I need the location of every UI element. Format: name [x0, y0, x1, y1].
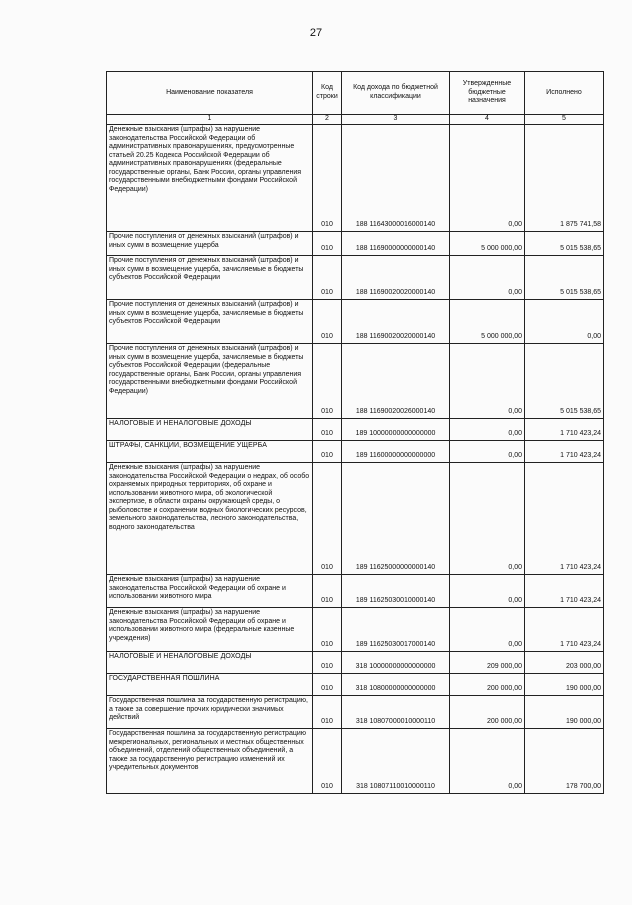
- row-executed: 1 710 423,24: [525, 463, 604, 575]
- row-name: НАЛОГОВЫЕ И НЕНАЛОГОВЫЕ ДОХОДЫ: [107, 652, 313, 674]
- row-budget-code: 188 11643000016000140: [342, 125, 450, 232]
- header-indicator-name: Наименование показателя: [107, 72, 313, 115]
- table-row: [107, 674, 604, 696]
- row-line-code: 010: [313, 300, 342, 344]
- header-approved: Утвержденные бюджетные назначения: [450, 72, 525, 115]
- row-name: Государственная пошлина за государственную регистрацию межрегиональных, региональных и местных общественных объединений, отделений общественных объединений, а также за государственную регистрацию изменений их учредительных документов: [107, 729, 313, 794]
- row-executed: 178 700,00: [525, 729, 604, 794]
- row-executed: 5 015 538,65: [525, 344, 604, 419]
- row-budget-code: 188 11690020020000140: [342, 256, 450, 300]
- column-number: 4: [450, 115, 525, 125]
- column-number: 3: [342, 115, 450, 125]
- row-approved: 0,00: [450, 441, 525, 463]
- table-row: [107, 696, 604, 729]
- row-executed: 203 000,00: [525, 652, 604, 674]
- row-line-code: 010: [313, 575, 342, 608]
- row-line-code: 010: [313, 419, 342, 441]
- row-executed: 190 000,00: [525, 696, 604, 729]
- table-header-row: [107, 72, 604, 115]
- header-budget-code: Код дохода по бюджетной классификации: [342, 72, 450, 115]
- row-budget-code: 188 11690020026000140: [342, 344, 450, 419]
- table-row: [107, 575, 604, 608]
- row-executed: 1 710 423,24: [525, 608, 604, 652]
- table-row: [107, 125, 604, 232]
- row-name: ГОСУДАРСТВЕННАЯ ПОШЛИНА: [107, 674, 313, 696]
- row-budget-code: 189 11625000000000140: [342, 463, 450, 575]
- table-row: [107, 441, 604, 463]
- row-approved: 5 000 000,00: [450, 300, 525, 344]
- row-executed: 5 015 538,65: [525, 232, 604, 256]
- row-executed: 1 875 741,58: [525, 125, 604, 232]
- row-approved: 209 000,00: [450, 652, 525, 674]
- row-budget-code: 318 10807110010000110: [342, 729, 450, 794]
- row-budget-code: 189 11625030017000140: [342, 608, 450, 652]
- row-budget-code: 188 11690000000000140: [342, 232, 450, 256]
- table-row: [107, 729, 604, 794]
- table-row: [107, 652, 604, 674]
- table-row: [107, 300, 604, 344]
- row-budget-code: 189 11625030010000140: [342, 575, 450, 608]
- row-budget-code: 318 10000000000000000: [342, 652, 450, 674]
- row-name: Государственная пошлина за государственную регистрацию, а также за совершение прочих юридически значимых действий: [107, 696, 313, 729]
- row-approved: 200 000,00: [450, 696, 525, 729]
- row-approved: 0,00: [450, 608, 525, 652]
- row-name: НАЛОГОВЫЕ И НЕНАЛОГОВЫЕ ДОХОДЫ: [107, 419, 313, 441]
- page-number: 27: [309, 27, 323, 39]
- table-row: [107, 344, 604, 419]
- row-name: Прочие поступления от денежных взысканий (штрафов) и иных сумм в возмещение ущерба: [107, 232, 313, 256]
- row-line-code: 010: [313, 463, 342, 575]
- row-approved: 5 000 000,00: [450, 232, 525, 256]
- row-name: Денежные взыскания (штрафы) за нарушение законодательства Российской Федерации об административных правонарушениях, предусмотренные статьей 20.25 Кодекса Российской Федерации об административных правонарушениях (федеральные государственные органы, Банк России, органы управления государственными внебюджетными фондами Российской Федерации): [107, 125, 313, 232]
- table-row: [107, 463, 604, 575]
- row-name: Прочие поступления от денежных взысканий (штрафов) и иных сумм в возмещение ущерба, зачисляемые в бюджеты субъектов Российской Федерации: [107, 256, 313, 300]
- row-name: Денежные взыскания (штрафы) за нарушение законодательства Российской Федерации об охране и использовании животного мира: [107, 575, 313, 608]
- row-approved: 0,00: [450, 125, 525, 232]
- table-row: [107, 256, 604, 300]
- row-approved: 0,00: [450, 729, 525, 794]
- row-budget-code: 189 10000000000000000: [342, 419, 450, 441]
- revenue-execution-table: [106, 71, 604, 794]
- row-approved: 0,00: [450, 463, 525, 575]
- column-number: 1: [107, 115, 313, 125]
- table-row: [107, 232, 604, 256]
- row-executed: 1 710 423,24: [525, 419, 604, 441]
- row-executed: 5 015 538,65: [525, 256, 604, 300]
- row-line-code: 010: [313, 608, 342, 652]
- row-approved: 200 000,00: [450, 674, 525, 696]
- row-budget-code: 318 10800000000000000: [342, 674, 450, 696]
- row-approved: 0,00: [450, 344, 525, 419]
- row-executed: 0,00: [525, 300, 604, 344]
- row-line-code: 010: [313, 125, 342, 232]
- header-line-code: Код строки: [313, 72, 342, 115]
- column-number: 2: [313, 115, 342, 125]
- row-budget-code: 318 10807000010000110: [342, 696, 450, 729]
- row-budget-code: 188 11690020020000140: [342, 300, 450, 344]
- row-line-code: 010: [313, 344, 342, 419]
- row-name: ШТРАФЫ, САНКЦИИ, ВОЗМЕЩЕНИЕ УЩЕРБА: [107, 441, 313, 463]
- row-line-code: 010: [313, 441, 342, 463]
- row-line-code: 010: [313, 232, 342, 256]
- table-row: [107, 608, 604, 652]
- row-name: Денежные взыскания (штрафы) за нарушение законодательства Российской Федерации об охране и использовании животного мира (федеральные казенные учреждения): [107, 608, 313, 652]
- row-budget-code: 189 11600000000000000: [342, 441, 450, 463]
- column-number-row: [107, 115, 604, 125]
- row-approved: 0,00: [450, 419, 525, 441]
- row-line-code: 010: [313, 256, 342, 300]
- column-number: 5: [525, 115, 604, 125]
- row-line-code: 010: [313, 652, 342, 674]
- row-name: Прочие поступления от денежных взысканий (штрафов) и иных сумм в возмещение ущерба, зачисляемые в бюджеты субъектов Российской Федерации: [107, 300, 313, 344]
- row-name: Денежные взыскания (штрафы) за нарушение законодательства Российской Федерации о недрах, об особо охраняемых природных территориях, об охране и использовании животного мира, об экологической экспертизе, в области охраны окружающей среды, о рыболовстве и сохранении водных биологических ресурсов, земельного законодательства, лесного законодательства, водного законодательства: [107, 463, 313, 575]
- row-executed: 1 710 423,24: [525, 575, 604, 608]
- row-name: Прочие поступления от денежных взысканий (штрафов) и иных сумм в возмещение ущерба, зачисляемые в бюджеты субъектов Российской Федерации (федеральные государственные органы, Банк России, органы управления государственными внебюджетными фондами Российской Федерации): [107, 344, 313, 419]
- row-line-code: 010: [313, 674, 342, 696]
- header-executed: Исполнено: [525, 72, 604, 115]
- row-line-code: 010: [313, 696, 342, 729]
- row-executed: 1 710 423,24: [525, 441, 604, 463]
- row-line-code: 010: [313, 729, 342, 794]
- row-executed: 190 000,00: [525, 674, 604, 696]
- row-approved: 0,00: [450, 256, 525, 300]
- table-row: [107, 419, 604, 441]
- row-approved: 0,00: [450, 575, 525, 608]
